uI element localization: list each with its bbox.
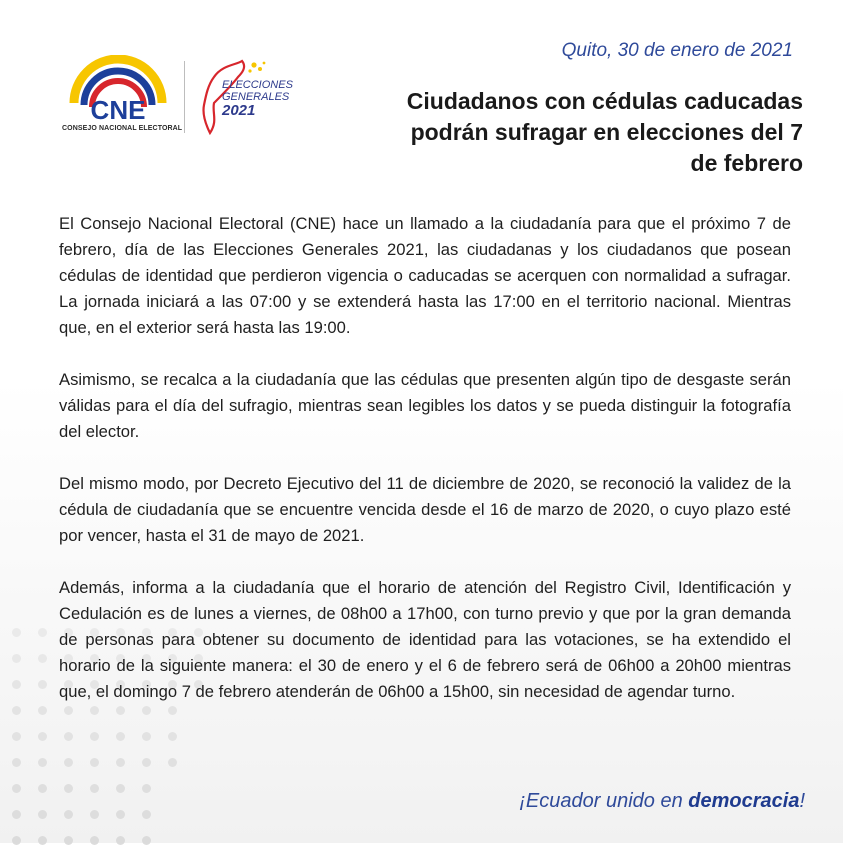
decorative-dot — [168, 732, 177, 741]
decorative-dot — [90, 810, 99, 819]
decorative-dot — [12, 628, 21, 637]
slogan-bold: democracia — [688, 790, 800, 812]
elections-line1: ELECCIONES — [222, 79, 293, 91]
decorative-dot — [116, 758, 125, 767]
decorative-dot — [64, 836, 73, 845]
decorative-dot — [142, 732, 151, 741]
press-date: Quito, 30 de enero de 2021 — [561, 40, 793, 61]
paragraph: El Consejo Nacional Electoral (CNE) hace un llamado a la ciudadanía para que el próximo 7 de febrero, día de las Elecciones Generales 2021, las ciudadanas y los ciudadanos que posean cédulas de identidad que perdieron vigencia o caducadas se acerquen con normalidad a sufragar. La jornada iniciará a las 07:00 y se extenderá hasta las 17:00 en el territorio nacional. Mientras que, en el exterior será hasta las 19:00. — [59, 214, 791, 337]
logo-divider — [184, 61, 185, 133]
elections-logo-text — [222, 79, 293, 118]
decorative-dot — [116, 810, 125, 819]
paragraph: Además, informa a la ciudadanía que el horario de atención del Registro Civil, Identificación y Cedulación es de lunes a viernes, de 08h00 a 17h00, con turno previo y que por la gran demanda de personas para obtener su documento de identidad para las votaciones, se ha extendido el horario de la siguiente manera: el 30 de enero y el 6 de febrero será de 06h00 a 20h00 mientras que, el domingo 7 de febrero atenderán de 06h00 a 15h00, sin necesidad de agendar turno. — [59, 578, 791, 701]
decorative-dot — [64, 784, 73, 793]
decorative-dot — [90, 732, 99, 741]
cne-wordmark: CNE — [90, 95, 146, 125]
decorative-dot — [116, 784, 125, 793]
elections-line2: GENERALES — [222, 91, 290, 103]
decorative-dot — [142, 784, 151, 793]
paragraph: Del mismo modo, por Decreto Ejecutivo del 11 de diciembre de 2020, se reconoció la validez de la cédula de ciudadanía que se encuentre vencida desde el 16 de marzo de 2020, o cuyo plazo esté por vencer, hasta el 31 de mayo de 2021. — [59, 474, 791, 545]
decorative-dot — [38, 680, 47, 689]
decorative-dot — [38, 810, 47, 819]
decorative-dot — [38, 706, 47, 715]
slogan-suffix: ! — [799, 790, 805, 812]
elections-year: 2021 — [222, 102, 256, 119]
decorative-dot — [38, 836, 47, 845]
cne-caption: CONSEJO NACIONAL ELECTORAL — [62, 125, 183, 132]
decorative-dot — [116, 836, 125, 845]
press-body — [59, 211, 791, 731]
press-title: Ciudadanos con cédulas caducadas podrán sufragar en elecciones del 7 de febrero — [406, 88, 803, 176]
decorative-dot — [38, 784, 47, 793]
decorative-dot — [12, 836, 21, 845]
decorative-dot — [12, 810, 21, 819]
decorative-dot — [64, 758, 73, 767]
slogan — [519, 790, 805, 813]
decorative-dot — [142, 810, 151, 819]
decorative-dot — [38, 628, 47, 637]
decorative-dot — [90, 784, 99, 793]
decorative-dot — [12, 784, 21, 793]
decorative-dot — [12, 706, 21, 715]
paragraph: Asimismo, se recalca a la ciudadanía que las cédulas que presenten algún tipo de desgaste serán válidas para el día del sufragio, mientras sean legibles los datos y se pueda distinguir la fotografía del elector. — [59, 370, 791, 441]
decorative-dot — [116, 732, 125, 741]
decorative-dot — [38, 758, 47, 767]
decorative-dot — [142, 758, 151, 767]
decorative-dot — [12, 758, 21, 767]
decorative-dot — [64, 732, 73, 741]
header-logos — [60, 55, 320, 145]
slogan-prefix: ¡Ecuador unido en — [519, 790, 689, 812]
decorative-dot — [168, 758, 177, 767]
decorative-dot — [90, 758, 99, 767]
decorative-dot — [90, 836, 99, 845]
decorative-dot — [12, 654, 21, 663]
decorative-dot — [38, 654, 47, 663]
decorative-dot — [12, 680, 21, 689]
decorative-dot — [12, 732, 21, 741]
decorative-dot — [142, 836, 151, 845]
decorative-dot — [38, 732, 47, 741]
decorative-dot — [64, 810, 73, 819]
